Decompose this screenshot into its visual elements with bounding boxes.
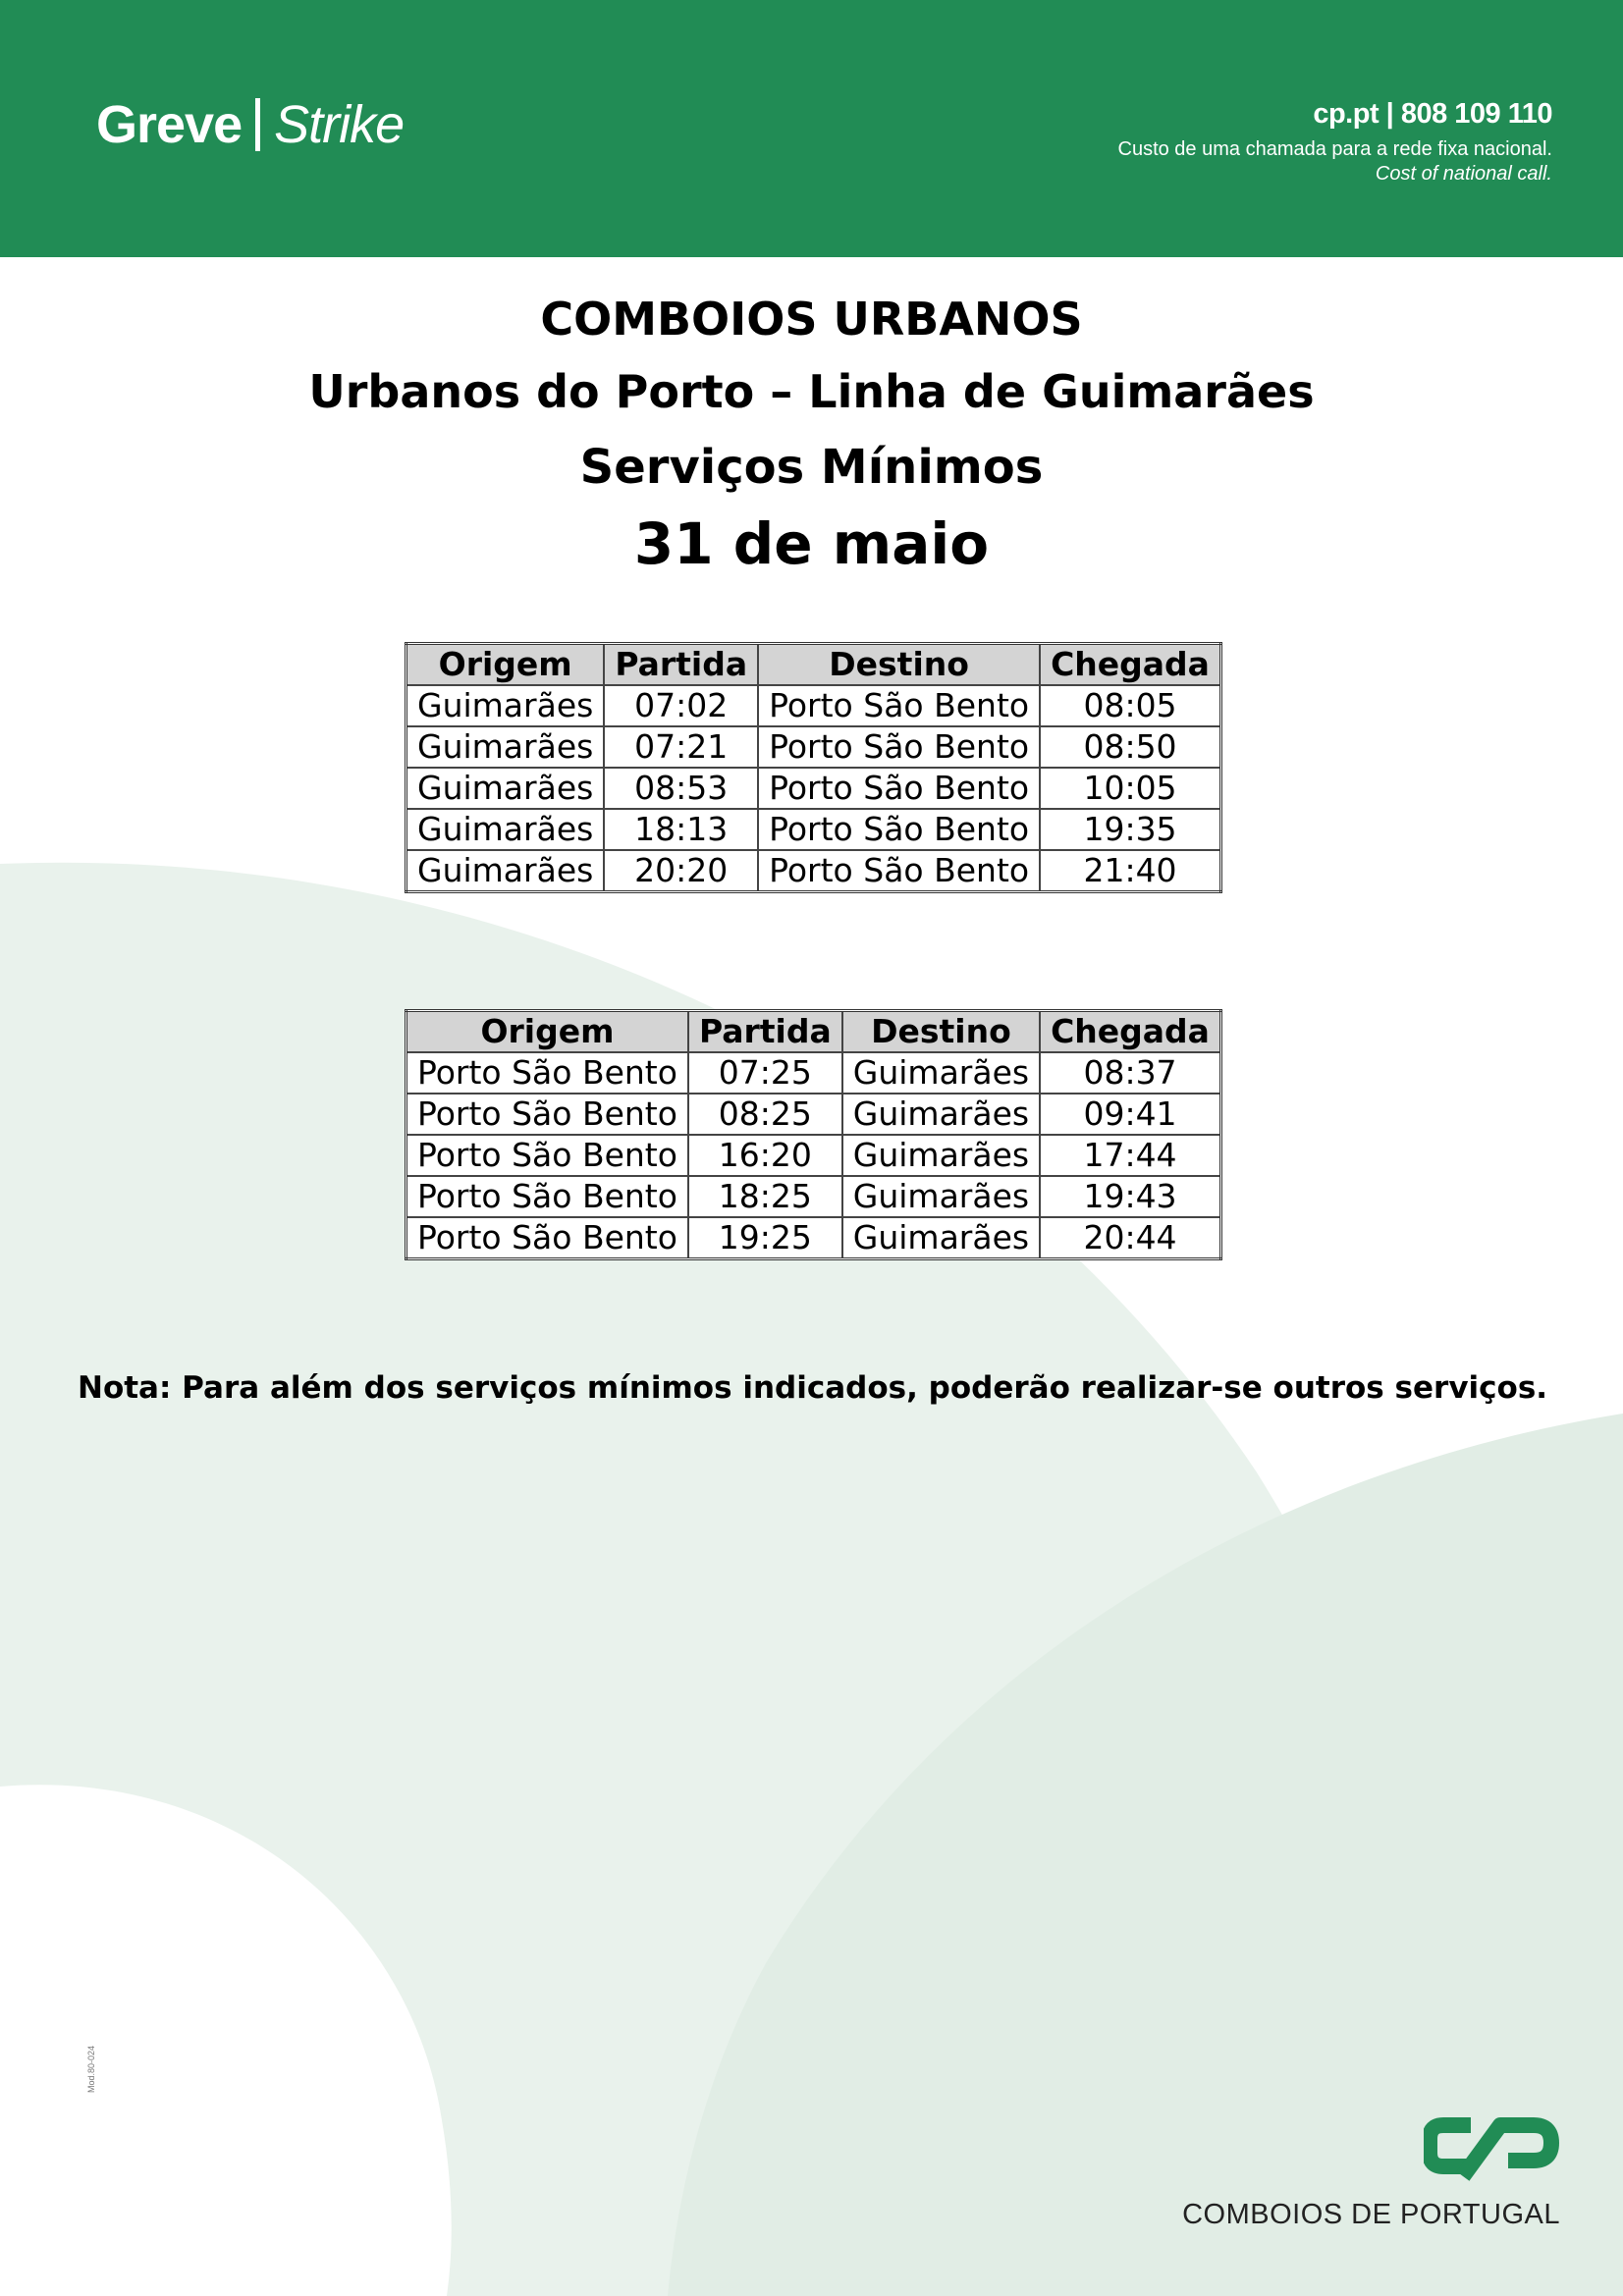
- cell-destino: Porto São Bento: [758, 809, 1040, 850]
- cell-origem: Porto São Bento: [406, 1135, 688, 1176]
- table-row: [406, 1135, 1221, 1176]
- column-header-origem: Origem: [406, 644, 605, 686]
- cell-partida: 08:53: [604, 768, 758, 809]
- schedule-table-porto-to-guimaraes: [405, 1009, 1222, 1260]
- cell-partida: 07:25: [688, 1052, 842, 1094]
- company-name: COMBOIOS DE PORTUGAL: [1182, 2199, 1560, 2230]
- cell-origem: Porto São Bento: [406, 1052, 688, 1094]
- cell-chegada: 10:05: [1040, 768, 1220, 809]
- cell-destino: Guimarães: [842, 1176, 1040, 1217]
- column-header-origem: Origem: [406, 1011, 688, 1053]
- cell-origem: Guimarães: [406, 685, 605, 726]
- cell-origem: Guimarães: [406, 726, 605, 768]
- page-title: COMBOIOS URBANOS: [540, 293, 1083, 346]
- cp-logo-icon: [1424, 2115, 1561, 2186]
- cell-destino: Porto São Bento: [758, 768, 1040, 809]
- cell-partida: 18:13: [604, 809, 758, 850]
- cell-chegada: 08:50: [1040, 726, 1220, 768]
- footnote: Nota: Para além dos serviços mínimos indicados, poderão realizar-se outros serviços.: [78, 1370, 1548, 1406]
- cell-partida: 07:21: [604, 726, 758, 768]
- cell-origem: Guimarães: [406, 768, 605, 809]
- cell-destino: Guimarães: [842, 1217, 1040, 1259]
- table-row: [406, 1052, 1221, 1094]
- cost-note-pt: Custo de uma chamada para a rede fixa nacional.: [1117, 138, 1552, 160]
- cell-chegada: 08:05: [1040, 685, 1220, 726]
- table-row: [406, 1094, 1221, 1135]
- cell-chegada: 08:37: [1040, 1052, 1220, 1094]
- cell-partida: 20:20: [604, 850, 758, 892]
- table-row: [406, 1176, 1221, 1217]
- cell-chegada: 09:41: [1040, 1094, 1220, 1135]
- line-subtitle: Urbanos do Porto – Linha de Guimarães: [308, 365, 1315, 418]
- brand-strike-text: Strike: [274, 95, 405, 154]
- cell-destino: Porto São Bento: [758, 726, 1040, 768]
- cell-partida: 16:20: [688, 1135, 842, 1176]
- contact-line: cp.pt | 808 109 110: [1313, 98, 1552, 130]
- cell-origem: Guimarães: [406, 850, 605, 892]
- table-header-row: [406, 1011, 1221, 1053]
- column-header-destino: Destino: [758, 644, 1040, 686]
- cell-destino: Porto São Bento: [758, 685, 1040, 726]
- column-header-destino: Destino: [842, 1011, 1040, 1053]
- cell-chegada: 17:44: [1040, 1135, 1220, 1176]
- cell-destino: Guimarães: [842, 1052, 1040, 1094]
- cell-partida: 08:25: [688, 1094, 842, 1135]
- table-row: [406, 685, 1221, 726]
- model-reference: Mod.80-024: [86, 2045, 96, 2093]
- cell-destino: Guimarães: [842, 1094, 1040, 1135]
- cell-origem: Porto São Bento: [406, 1217, 688, 1259]
- brand-logo: [96, 94, 404, 155]
- contact-info: [1118, 98, 1553, 186]
- cell-destino: Porto São Bento: [758, 850, 1040, 892]
- cell-chegada: 19:35: [1040, 809, 1220, 850]
- cell-partida: 18:25: [688, 1176, 842, 1217]
- cell-chegada: 21:40: [1040, 850, 1220, 892]
- services-subtitle: Serviços Mínimos: [579, 440, 1044, 495]
- cell-partida: 07:02: [604, 685, 758, 726]
- table-row: [406, 850, 1221, 892]
- cell-destino: Guimarães: [842, 1135, 1040, 1176]
- table-row: [406, 1217, 1221, 1259]
- column-header-partida: Partida: [604, 644, 758, 686]
- cell-chegada: 19:43: [1040, 1176, 1220, 1217]
- table-row: [406, 726, 1221, 768]
- cell-origem: Porto São Bento: [406, 1176, 688, 1217]
- cost-note-en: Cost of national call.: [1375, 163, 1552, 185]
- brand-separator: [255, 98, 260, 151]
- column-header-chegada: Chegada: [1040, 1011, 1220, 1053]
- column-header-partida: Partida: [688, 1011, 842, 1053]
- table-row: [406, 768, 1221, 809]
- cell-origem: Guimarães: [406, 809, 605, 850]
- table-header-row: [406, 644, 1221, 686]
- table-row: [406, 809, 1221, 850]
- cell-partida: 19:25: [688, 1217, 842, 1259]
- schedule-table-guimaraes-to-porto: [405, 642, 1222, 893]
- date-heading: 31 de maio: [633, 510, 990, 577]
- column-header-chegada: Chegada: [1040, 644, 1220, 686]
- header-banner: [0, 0, 1623, 257]
- brand-greve-text: Greve: [96, 95, 243, 154]
- cell-chegada: 20:44: [1040, 1217, 1220, 1259]
- cell-origem: Porto São Bento: [406, 1094, 688, 1135]
